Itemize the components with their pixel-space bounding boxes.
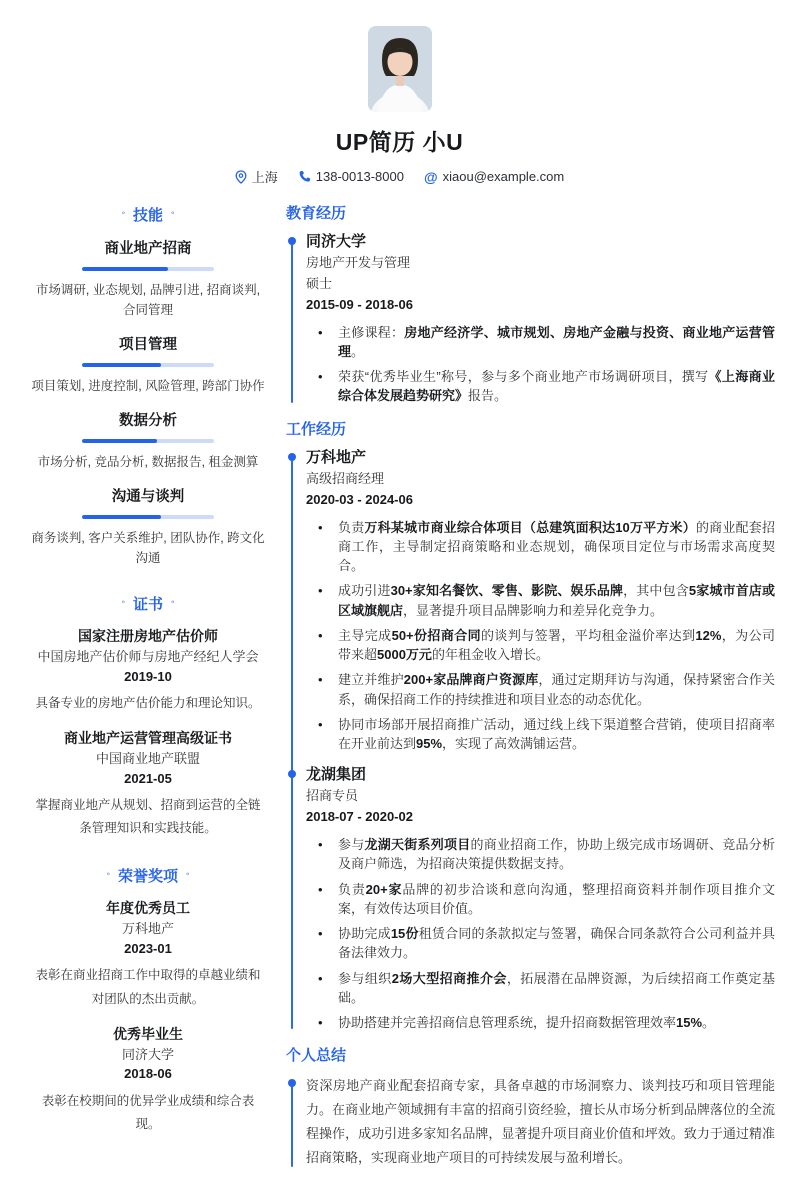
phone-icon <box>298 170 311 183</box>
skill-item <box>30 333 266 396</box>
work-bullet: • 主导完成50+份招商合同的谈判与签署，平均租金溢价率达到12%，为公司带来超5000万元的年租金收入增长。 <box>306 626 775 664</box>
skill-name: 商业地产招商 <box>104 241 192 257</box>
summary-section <box>286 1044 775 1170</box>
honors-title-text: 荣誉奖项 <box>117 868 178 886</box>
skill-level-fill <box>82 363 161 367</box>
circle-deco-icon: ◦ <box>171 208 175 219</box>
work-section <box>286 418 775 1033</box>
honor-desc: 表彰在商业招商工作中取得的卓越业绩和对团队的杰出贡献。 <box>35 968 261 1006</box>
resume-header <box>0 26 799 186</box>
skill-item <box>30 237 266 320</box>
honor-name: 年度优秀员工 <box>106 900 190 917</box>
cert-item <box>30 728 266 840</box>
work-timeline <box>291 448 775 1033</box>
job-role: 高级招商经理 <box>306 470 385 486</box>
skill-level-fill <box>82 439 157 443</box>
major: 房地产开发与管理 <box>306 255 411 271</box>
work-section-title: 工作经历 <box>286 420 347 438</box>
skill-desc: 市场调研, 业态规划, 品牌引进, 招商谈判, 合同管理 <box>35 283 261 317</box>
profile-photo-illustration <box>368 26 432 112</box>
contact-email-text: xiaou@example.com <box>442 169 565 184</box>
honor-item <box>30 898 266 1010</box>
education-entry <box>306 232 775 406</box>
work-bullets <box>306 835 775 1032</box>
education-section-title: 教育经历 <box>286 205 347 222</box>
honor-desc: 表彰在校期间的优异学业成绩和综合表现。 <box>41 1093 255 1131</box>
work-bullet: • 成功引进30+家知名餐饮、零售、影院、娱乐品牌，其中包含5家城市首店或区域旗舰店，显著提升项目品牌影响力和差异化竞争力。 <box>306 581 775 619</box>
skill-level-bar <box>82 267 214 271</box>
contact-location <box>235 167 278 186</box>
location-icon <box>235 170 247 184</box>
skill-name: 项目管理 <box>119 337 177 353</box>
skill-level-fill <box>82 267 168 271</box>
job-period: 2018-07 - 2020-02 <box>306 809 413 825</box>
circle-deco-icon: ◦ <box>171 597 175 608</box>
profile-photo <box>368 26 432 112</box>
skill-name: 沟通与谈判 <box>111 489 185 505</box>
cert-name: 国家注册房地产估价师 <box>78 628 218 644</box>
job-role: 招商专员 <box>306 788 359 804</box>
contact-phone <box>298 169 404 184</box>
work-bullet: • 参与龙湖天街系列项目的商业招商工作，协助上级完成市场调研、竞品分析及商户筛选，为招商决策提供数据支持。 <box>306 835 775 873</box>
skill-desc: 商务谈判, 客户关系维护, 团队协作, 跨文化沟通 <box>31 531 265 565</box>
page-title: UP简历 小U <box>335 129 464 155</box>
work-bullet: • 协同市场部开展招商推广活动，通过线上线下渠道整合营销，使项目招商率在开业前达到95%，实现了高效满铺运营。 <box>306 715 775 753</box>
cert-desc: 掌握商业地产从规划、招商到运营的全链条管理知识和实践技能。 <box>35 798 261 836</box>
contact-phone-text: 138-0013-8000 <box>315 169 404 184</box>
skills-title-text: 技能 <box>132 207 163 224</box>
education-bullet: • 主修课程：房地产经济学、城市规划、房地产金融与投资、商业地产运营管理。 <box>306 323 775 361</box>
honors-section-title <box>30 865 266 886</box>
content-columns <box>0 202 799 1182</box>
summary-timeline <box>291 1074 775 1170</box>
certs-section-title <box>30 593 266 614</box>
summary-text: 资深房地产商业配套招商专家，具备卓越的市场洞察力、谈判技巧和项目管理能力。在商业地产领域拥有丰富的招商引资经验，擅长从市场分析到品牌落位的全流程操作，成功引进多家知名品牌，显著提升项目商业价值和坪效。致力于通过精准招商策略，实现商业地产项目的可持续发展与盈利增长。 <box>306 1078 775 1166</box>
certs-title-text: 证书 <box>132 596 163 613</box>
skill-level-fill <box>82 515 161 519</box>
cert-name: 商业地产运营管理高级证书 <box>64 730 232 747</box>
cert-date: 2021-05 <box>124 770 172 786</box>
skill-level-bar <box>82 439 214 443</box>
work-bullet: • 负责万科某城市商业综合体项目（总建筑面积达10万平方米）的商业配套招商工作，主导制定招商策略和业态规划，确保项目定位与市场需求高度契合。 <box>306 518 775 576</box>
skill-desc: 市场分析, 竞品分析, 数据报告, 租金测算 <box>37 455 259 469</box>
skill-level-bar <box>82 515 214 519</box>
honor-org: 万科地产 <box>121 921 174 937</box>
contact-row <box>0 167 799 186</box>
school-name: 同济大学 <box>306 233 367 250</box>
skill-desc: 项目策划, 进度控制, 风险管理, 跨部门协作 <box>31 379 265 393</box>
work-bullets <box>306 518 775 754</box>
cert-date: 2019-10 <box>124 668 172 684</box>
cert-org: 中国房地产估价师与房地产经纪人学会 <box>37 649 259 664</box>
contact-email <box>424 169 564 185</box>
main-content <box>286 202 775 1182</box>
summary-entry <box>306 1074 775 1170</box>
work-bullet: • 协助完成15份租赁合同的条款拟定与签署，确保合同条款符合公司利益并具备法律效力。 <box>306 924 775 962</box>
skills-section-title <box>30 204 266 225</box>
circle-deco-icon: ◦ <box>106 869 110 881</box>
sidebar <box>30 202 266 1182</box>
skill-item <box>30 409 266 472</box>
cert-org: 中国商业地产联盟 <box>95 751 200 767</box>
circle-deco-icon: ◦ <box>121 597 125 608</box>
honor-name: 优秀毕业生 <box>113 1025 183 1042</box>
company-name: 龙湖集团 <box>306 766 367 784</box>
circle-deco-icon: ◦ <box>121 208 125 219</box>
honor-org: 同济大学 <box>121 1046 174 1062</box>
contact-location-text: 上海 <box>251 170 278 185</box>
work-bullet: • 负责20+家品牌的初步洽谈和意向沟通，整理招商资料并制作项目推介文案，有效传达项目价值。 <box>306 880 775 918</box>
education-period: 2015-09 - 2018-06 <box>306 296 413 312</box>
cert-desc: 具备专业的房地产估价能力和理论知识。 <box>35 696 261 710</box>
work-entry <box>306 448 775 754</box>
education-timeline <box>291 232 775 406</box>
work-entry <box>306 765 775 1032</box>
skill-level-bar <box>82 363 214 367</box>
cert-item <box>30 626 266 715</box>
honor-date: 2023-01 <box>124 940 172 956</box>
education-bullet: • 荣获“优秀毕业生”称号，参与多个商业地产市场调研项目，撰写《上海商业综合体发展趋势研究》报告。 <box>306 367 775 405</box>
work-bullet: • 协助搭建并完善招商信息管理系统，提升招商数据管理效率15%。 <box>306 1013 775 1032</box>
circle-deco-icon: ◦ <box>186 869 190 881</box>
work-bullet: • 建立并维护200+家品牌商户资源库，通过定期拜访与沟通，保持紧密合作关系，确保招商工作的持续推进和项目业态的动态优化。 <box>306 670 775 708</box>
education-bullets <box>306 323 775 406</box>
skill-name: 数据分析 <box>119 413 177 429</box>
summary-section-title: 个人总结 <box>286 1047 347 1065</box>
honor-date: 2018-06 <box>124 1066 172 1082</box>
degree: 硕士 <box>306 276 333 292</box>
education-section <box>286 202 775 406</box>
job-period: 2020-03 - 2024-06 <box>306 491 413 507</box>
email-icon: @ <box>423 168 438 185</box>
company-name: 万科地产 <box>306 448 367 466</box>
honor-item <box>30 1024 266 1136</box>
work-bullet: • 参与组织2场大型招商推介会，拓展潜在品牌资源，为后续招商工作奠定基础。 <box>306 969 775 1007</box>
skill-item <box>30 485 266 568</box>
